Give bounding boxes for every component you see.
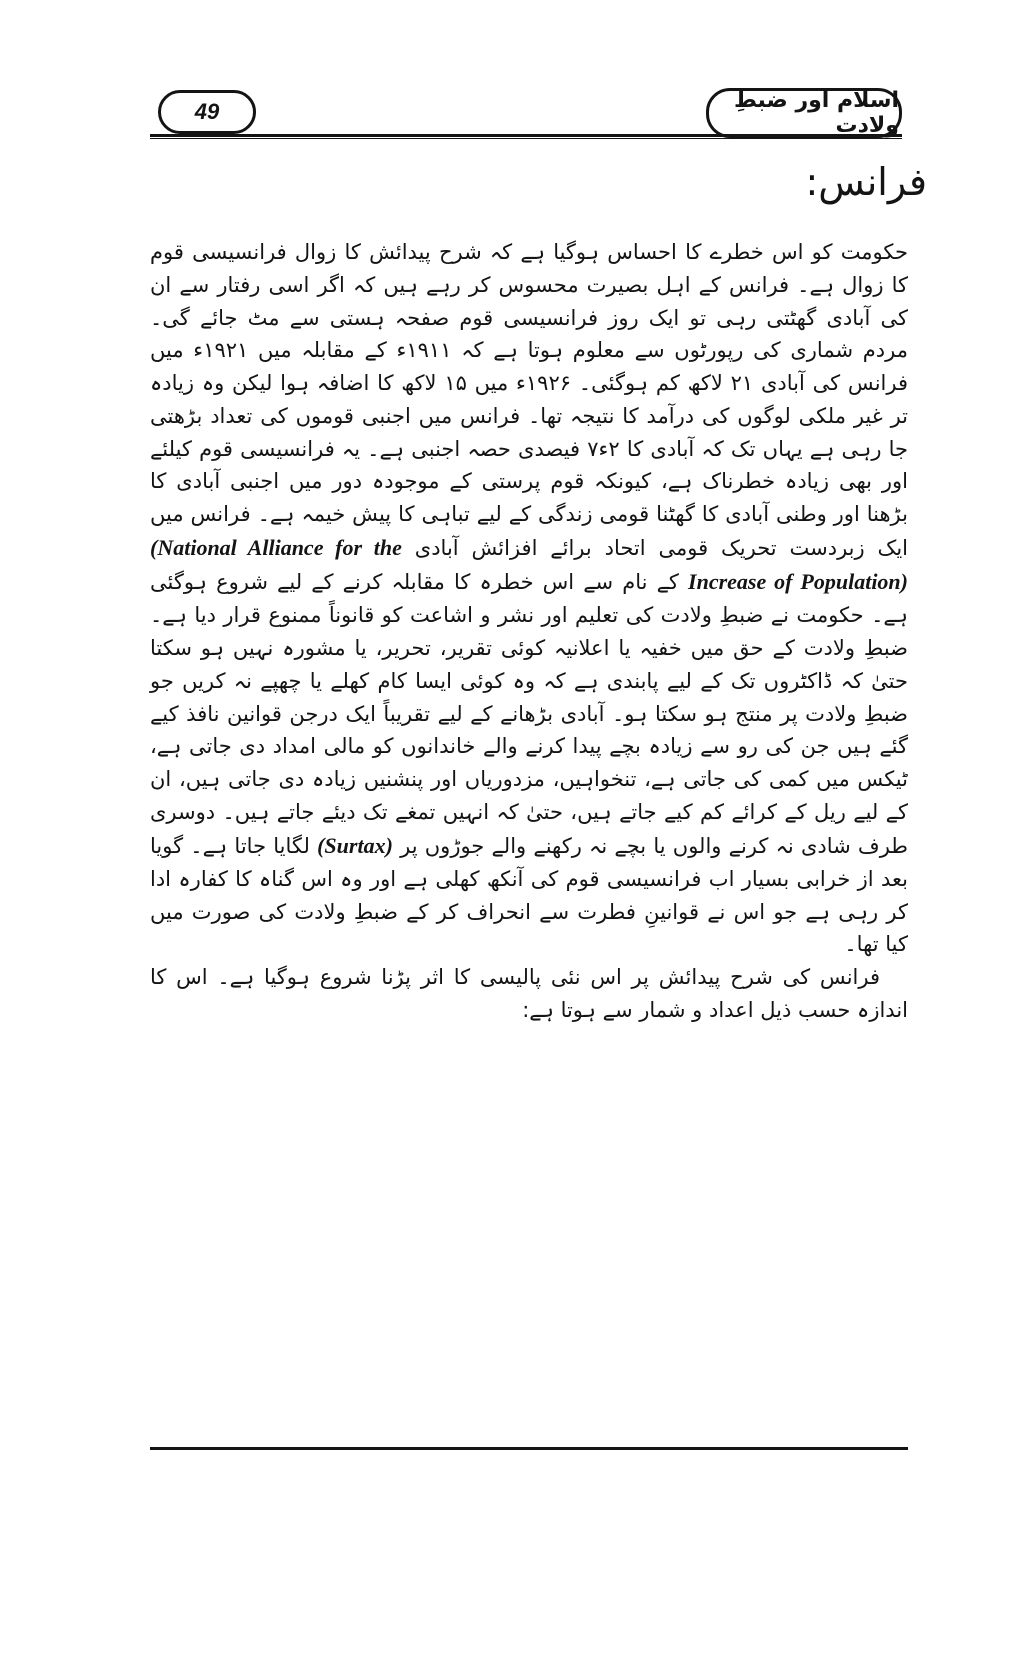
footer-rule [150, 1447, 908, 1450]
english-term: (National Alliance for the Increase of Population) [150, 534, 908, 595]
header-rule [150, 134, 902, 139]
english-term: (Surtax) [317, 832, 393, 858]
book-title: اسلام اور ضبطِ ولادت [706, 88, 902, 138]
paragraph [150, 236, 908, 961]
text-run: لگایا جاتا ہے۔ گویا بعد از خرابی بسیار اب فرانسیسی قوم کی آنکھ کھلی ہے اور وہ اس گناہ کا کفارہ ادا کر رہی ہے جو اس نے قوانینِ فطرت سے انحراف کر کے ضبطِ ولادت کی صورت میں کیا تھا۔ [150, 833, 908, 957]
page-number: 49 [158, 90, 256, 134]
page-header [150, 82, 902, 142]
text-run: کے نام سے اس خطرہ کا مقابلہ کرنے کے لیے شروع ہوگئی ہے۔ حکومت نے ضبطِ ولادت کی تعلیم اور نشر و اشاعت کو قانوناً ممنوع قرار دیا ہے۔ ضبطِ ولادت کے حق میں خفیہ یا اعلانیہ کوئی تقریر، تحریر، یا مشورہ نہیں ہو سکتا حتیٰ کہ ڈاکٹروں تک کے لیے پابندی ہے کہ وہ کوئی ایسا کام کھلے یا چھپے نہ کریں جو ضبطِ ولادت پر منتج ہو سکتا ہو۔ آبادی بڑھانے کے لیے تقریباً ایک درجن قوانین نافذ کیے گئے ہیں جن کی رو سے زیادہ بچے پیدا کرنے والے خاندانوں کو مالی امداد دی جاتی ہے، ٹیکس میں کمی کی جاتی ہے، تنخواہیں، مزدوریاں اور پنشنیں زیادہ دی جاتی ہیں، ان کے لیے ریل کے کرائے کم کیے جاتے ہیں، حتیٰ کہ انہیں تمغے تک دیئے جاتے ہیں۔ دوسری طرف شادی نہ کرنے والوں یا بچے نہ رکھنے والے جوڑوں پر [150, 570, 909, 858]
body-text [150, 236, 908, 1027]
text-run: حکومت کو اس خطرے کا احساس ہوگیا ہے کہ شرح پیدائش کا زوال فرانسیسی قوم کا زوال ہے۔ فرانس کے اہل بصیرت محسوس کر رہے ہیں کہ اگر اسی رفتار سے ان کی آبادی گھٹتی رہی تو ایک روز فرانسیسی قوم صفحہ ہستی سے مٹ جائے گی۔ مردم شماری کی رپورٹوں سے معلوم ہوتا ہے کہ ۱۹۱۱ء کے مقابلہ میں ۱۹۲۱ء میں فرانس کی آبادی ۲۱ لاکھ کم ہوگئی۔ ۱۹۲۶ء میں ۱۵ لاکھ کا اضافہ ہوا لیکن وہ زیادہ تر غیر ملکی لوگوں کی درآمد کا نتیجہ تھا۔ فرانس میں اجنبی قوموں کی تعداد بڑھتی جا رہی ہے یہاں تک کہ آبادی کا ۲ء۷ فیصدی حصہ اجنبی ہے۔ یہ فرانسیسی قوم کیلئے اور بھی زیادہ خطرناک ہے، کیونکہ قوم پرستی کے موجودہ دور میں اجنبی آبادی کا بڑھنا اور وطنی آبادی کا گھٹنا قومی زندگی کے لیے تباہی کا پیش خیمہ ہے۔ فرانس میں ایک زبردست تحریک قومی اتحاد برائے افزائش آبادی [150, 240, 909, 560]
text-run: فرانس کی شرح پیدائش پر اس نئی پالیسی کا اثر پڑنا شروع ہوگیا ہے۔ اس کا اندازہ حسب ذیل اعداد و شمار سے ہوتا ہے: [150, 965, 908, 1022]
paragraph [150, 961, 908, 1027]
section-heading: فرانس: [805, 160, 927, 204]
